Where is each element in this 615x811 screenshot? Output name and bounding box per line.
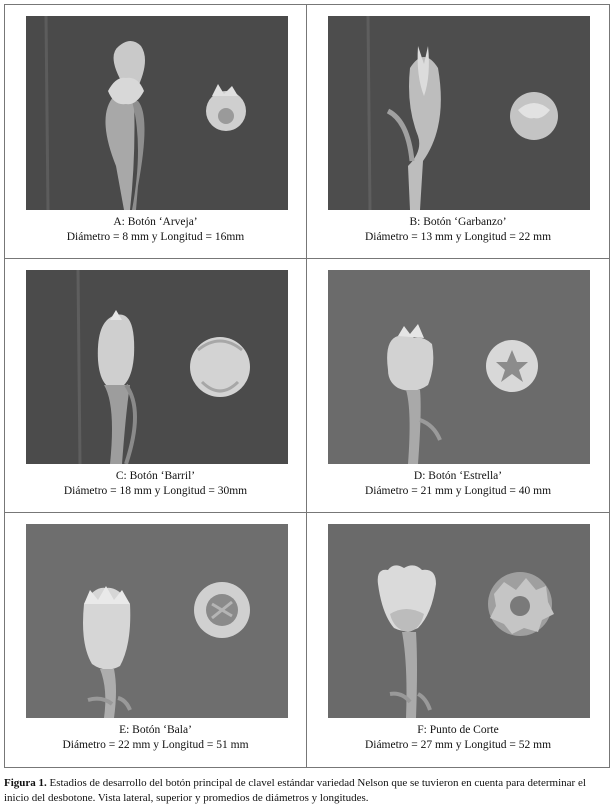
panel-f-dims: Diámetro = 27 mm y Longitud = 52 mm [364, 739, 552, 751]
photo-estrella [328, 270, 590, 464]
panel-f [307, 513, 609, 767]
photo-garbanzo [328, 16, 590, 210]
panel-b-title: B: Botón ‘Garbanzo’ [409, 216, 507, 228]
panel-d [307, 259, 609, 513]
panel-e-title: E: Botón ‘Bala’ [119, 724, 192, 736]
panel-c-title: C: Botón ‘Barril’ [115, 470, 196, 482]
panel-a-title: A: Botón ‘Arveja’ [113, 216, 198, 228]
panel-d-dims: Diámetro = 21 mm y Longitud = 40 mm [364, 485, 552, 497]
photo-punto-de-corte [328, 524, 590, 718]
panel-a-dims: Diámetro = 8 mm y Longitud = 16mm [66, 231, 245, 243]
photo-arveja [26, 16, 288, 210]
panel-b [307, 5, 609, 259]
panel-a [5, 5, 307, 259]
panel-e-dims: Diámetro = 22 mm y Longitud = 51 mm [62, 739, 249, 751]
panel-c [5, 259, 307, 513]
photo-bala [26, 524, 288, 718]
photo-barril [26, 270, 288, 464]
figure-caption [4, 776, 612, 805]
figure-label: Figura 1. [4, 777, 47, 789]
panel-f-title: F: Punto de Corte [417, 724, 499, 736]
figure-caption-text: Estadios de desarrollo del botón principal de clavel estándar variedad Nelson que se tuvieron en cuenta para determinar el inicio del desbotone. Vista lateral, superior y promedios de diámetros y longitudes. [4, 777, 586, 804]
panel-d-title: D: Botón ‘Estrella’ [413, 470, 503, 482]
panel-c-dims: Diámetro = 18 mm y Longitud = 30mm [63, 485, 248, 497]
panel-b-dims: Diámetro = 13 mm y Longitud = 22 mm [364, 231, 552, 243]
panel-e [5, 513, 307, 767]
figure-grid [4, 4, 610, 768]
